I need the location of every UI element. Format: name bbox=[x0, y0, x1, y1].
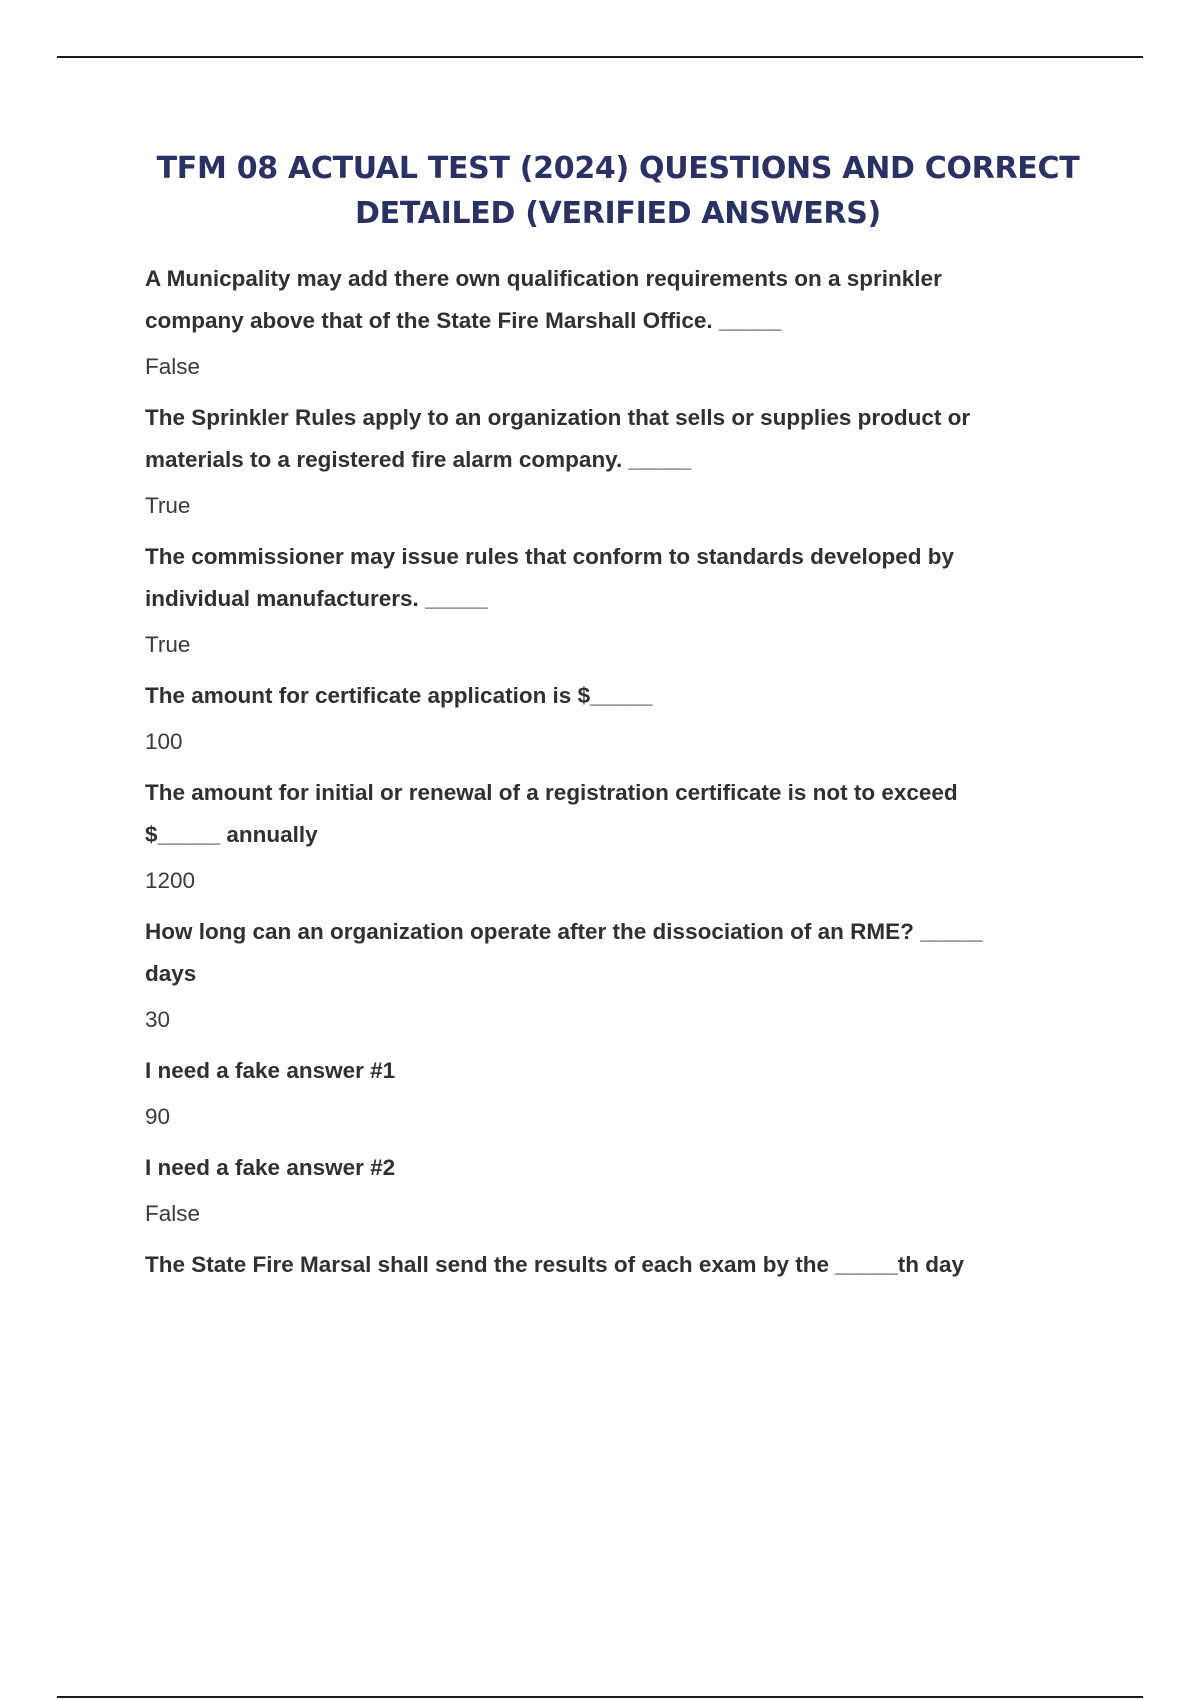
qa-item bbox=[145, 675, 1075, 757]
question-line: The Sprinkler Rules apply to an organization that sells or supplies product or bbox=[145, 405, 971, 430]
title-line-2: DETAILED (VERIFIED ANSWERS) bbox=[355, 196, 881, 231]
question-line: days bbox=[145, 961, 197, 986]
answer: False bbox=[145, 1201, 201, 1226]
question-line: The amount for initial or renewal of a registration certificate is not to exceed bbox=[145, 780, 958, 805]
answer: 30 bbox=[145, 1007, 171, 1032]
question bbox=[145, 911, 1075, 995]
question-line: I need a fake answer #1 bbox=[145, 1058, 396, 1083]
qa-item bbox=[145, 1244, 1075, 1286]
qa-item bbox=[145, 397, 1075, 521]
question bbox=[145, 397, 1075, 481]
qa-item bbox=[145, 772, 1075, 896]
answer: False bbox=[145, 354, 201, 379]
qa-item bbox=[145, 1147, 1075, 1229]
question bbox=[145, 258, 1075, 342]
question bbox=[145, 1147, 1075, 1189]
question bbox=[145, 772, 1075, 856]
question-line: The commissioner may issue rules that conform to standards developed by bbox=[145, 544, 954, 569]
question bbox=[145, 1244, 1075, 1286]
title-line-1: TFM 08 ACTUAL TEST (2024) QUESTIONS AND CORRECT bbox=[156, 151, 1080, 186]
question-line: $_____ annually bbox=[145, 822, 318, 847]
question-line: materials to a registered fire alarm company. _____ bbox=[145, 447, 692, 472]
question-line: individual manufacturers. _____ bbox=[145, 586, 488, 611]
answer: True bbox=[145, 493, 191, 518]
bottom-divider bbox=[57, 1696, 1143, 1698]
question bbox=[145, 675, 1075, 717]
answer: True bbox=[145, 632, 191, 657]
answer: 1200 bbox=[145, 868, 196, 893]
question bbox=[145, 1050, 1075, 1092]
qa-item bbox=[145, 911, 1075, 1035]
qa-list bbox=[145, 258, 1075, 1286]
question-line: company above that of the State Fire Marshall Office. _____ bbox=[145, 308, 782, 333]
qa-item bbox=[145, 258, 1075, 382]
question-line: I need a fake answer #2 bbox=[145, 1155, 396, 1180]
question bbox=[145, 536, 1075, 620]
top-divider bbox=[57, 56, 1143, 58]
question-line: The State Fire Marsal shall send the results of each exam by the _____th day bbox=[145, 1252, 965, 1277]
qa-item bbox=[145, 1050, 1075, 1132]
document-title bbox=[100, 146, 1136, 236]
question-line: How long can an organization operate after the dissociation of an RME? _____ bbox=[145, 919, 983, 944]
question-line: The amount for certificate application is $_____ bbox=[145, 683, 653, 708]
answer: 100 bbox=[145, 729, 183, 754]
question-line: A Municpality may add there own qualification requirements on a sprinkler bbox=[145, 266, 942, 291]
answer: 90 bbox=[145, 1104, 171, 1129]
qa-item bbox=[145, 536, 1075, 660]
